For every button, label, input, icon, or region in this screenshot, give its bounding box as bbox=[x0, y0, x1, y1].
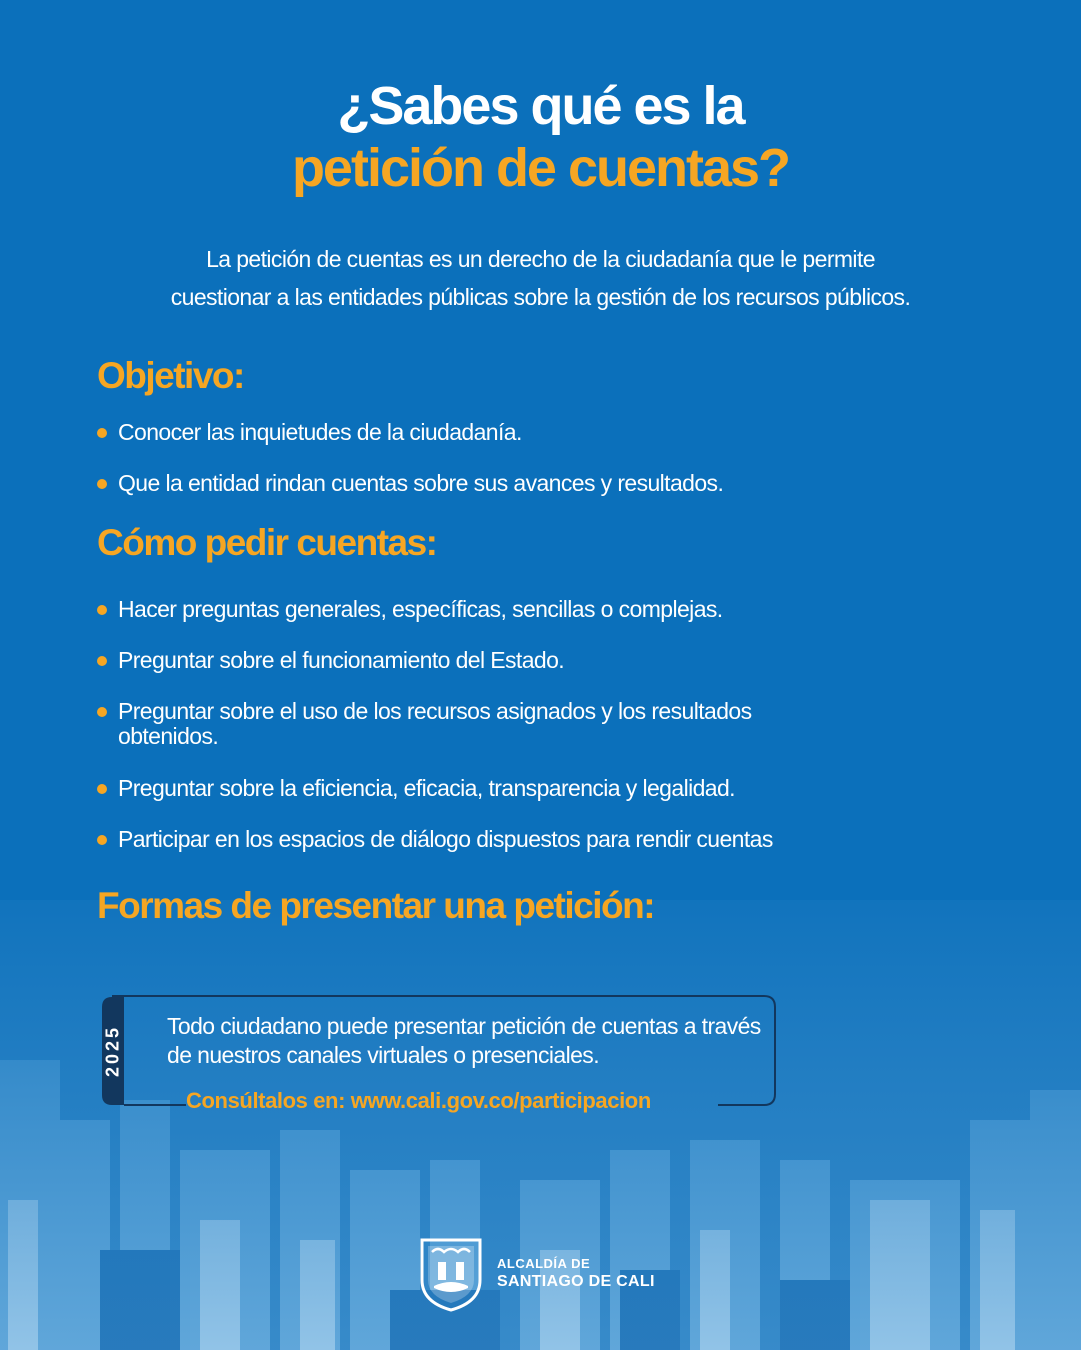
bullet-icon bbox=[97, 707, 107, 717]
como-item-text: Hacer preguntas generales, específicas, sencillas o complejas. bbox=[118, 596, 723, 622]
como-item bbox=[97, 776, 837, 801]
bullet-icon bbox=[97, 784, 107, 794]
info-box-text: Todo ciudadano puede presentar petición de cuentas a través de nuestros canales virtuales o presenciales. bbox=[167, 1013, 761, 1068]
como-item-text: Preguntar sobre el funcionamiento del Estado. bbox=[118, 647, 565, 673]
objetivo-item-text: Conocer las inquietudes de la ciudadanía. bbox=[118, 419, 522, 445]
alcaldia-logo bbox=[418, 1236, 668, 1312]
como-item bbox=[97, 648, 837, 673]
bullet-icon bbox=[97, 835, 107, 845]
title-line-1: ¿Sabes qué es la bbox=[337, 76, 744, 136]
formas-heading: Formas de presentar una petición: bbox=[97, 885, 655, 926]
como-item-text: Participar en los espacios de diálogo dispuestos para rendir cuentas bbox=[118, 826, 773, 852]
bullet-icon bbox=[97, 605, 107, 615]
objetivo-item-text: Que la entidad rindan cuentas sobre sus avances y resultados. bbox=[118, 470, 724, 496]
year-label: 2025 bbox=[102, 1024, 123, 1078]
como-heading: Cómo pedir cuentas: bbox=[97, 522, 437, 563]
como-item-text: Preguntar sobre el uso de los recursos asignados y los resultados obtenidos. bbox=[118, 698, 752, 749]
bullet-icon bbox=[97, 479, 107, 489]
como-item bbox=[97, 597, 837, 622]
objetivo-heading: Objetivo: bbox=[97, 355, 244, 396]
logo-line-1: ALCALDÍA DE bbox=[497, 1256, 591, 1271]
logo-line-2: SANTIAGO DE CALI bbox=[497, 1273, 655, 1290]
bullet-icon bbox=[97, 428, 107, 438]
bullet-icon bbox=[97, 656, 107, 666]
intro-line-2: cuestionar a las entidades públicas sobre la gestión de los recursos públicos. bbox=[170, 284, 911, 310]
como-item bbox=[97, 699, 817, 749]
cali-shield-icon bbox=[418, 1236, 484, 1312]
title-line-2: petición de cuentas? bbox=[291, 138, 790, 198]
year-tab bbox=[102, 997, 124, 1105]
objetivo-item bbox=[97, 471, 837, 496]
consulta-link[interactable]: Consúltalos en: www.cali.gov.co/participacion bbox=[186, 1088, 651, 1113]
objetivo-item bbox=[97, 420, 837, 445]
como-item-text: Preguntar sobre la eficiencia, eficacia, transparencia y legalidad. bbox=[118, 775, 735, 801]
como-item bbox=[97, 827, 837, 852]
intro-line-1: La petición de cuentas es un derecho de la ciudadanía que le permite bbox=[206, 246, 875, 272]
